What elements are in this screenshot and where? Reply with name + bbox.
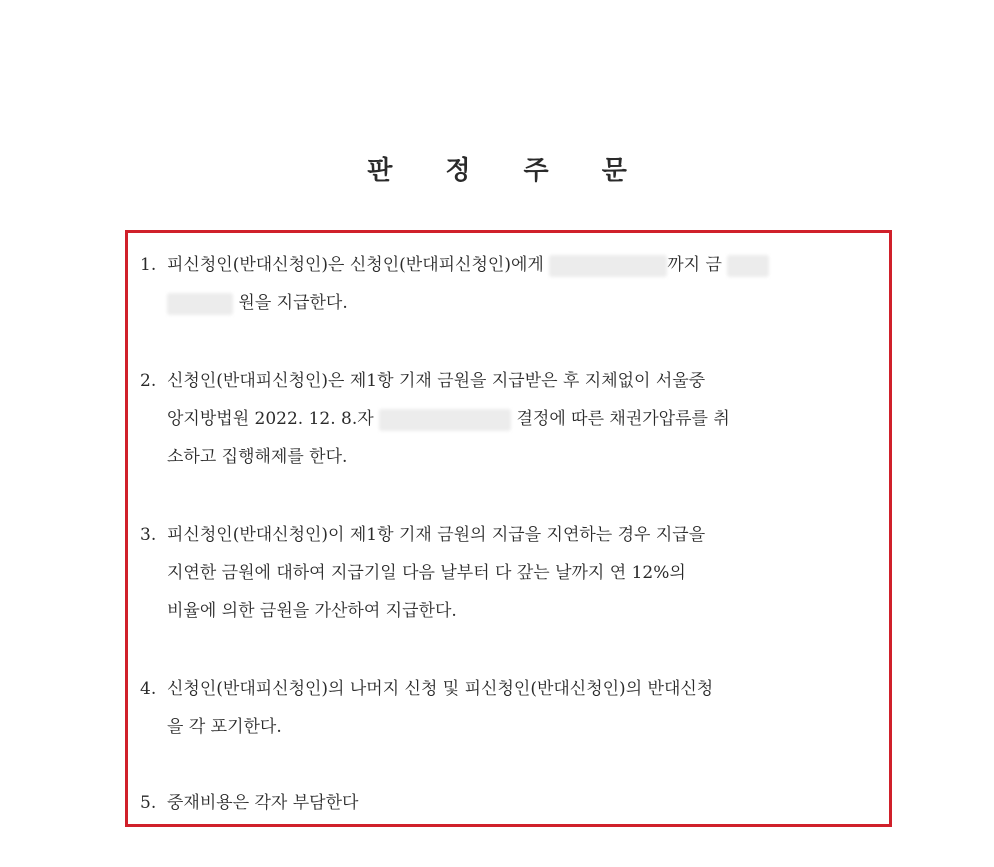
order-item-line xyxy=(140,284,870,322)
item-text: 신청인(반대피신청인)은 제1항 기재 금원을 지급받은 후 지체없이 서울중 xyxy=(167,371,706,391)
redacted-block xyxy=(167,293,233,315)
order-item-3 xyxy=(140,516,870,630)
redacted-block xyxy=(549,255,667,277)
item-text: 피신청인(반대신청인)은 신청인(반대피신청인)에게 xyxy=(167,255,544,275)
item-text: 지연한 금원에 대하여 지급기일 다음 날부터 다 갚는 날까지 연 12%의 xyxy=(167,563,686,583)
order-item-line xyxy=(140,438,870,476)
item-text: 까지 금 xyxy=(667,255,722,275)
order-item-2 xyxy=(140,362,870,476)
item-text: 소하고 집행해제를 한다. xyxy=(167,447,348,467)
item-text: 을 각 포기한다. xyxy=(167,717,282,737)
item-number: 1. xyxy=(140,255,157,275)
item-number: 4. xyxy=(140,679,157,699)
item-number: 2. xyxy=(140,371,157,391)
order-item-line xyxy=(140,784,870,822)
order-item-line xyxy=(140,670,870,708)
order-item-line xyxy=(140,400,870,438)
order-item-line xyxy=(140,592,870,630)
item-text: 피신청인(반대신청인)이 제1항 기재 금원의 지급을 지연하는 경우 지급을 xyxy=(167,525,706,545)
order-item-5 xyxy=(140,784,870,822)
item-text: 앙지방법원 2022. 12. 8.자 xyxy=(167,409,374,429)
order-item-line xyxy=(140,246,870,284)
document-title: 판 정 주 문 xyxy=(367,156,649,186)
item-text: 비율에 의한 금원을 가산하여 지급한다. xyxy=(167,601,457,621)
redacted-block xyxy=(727,255,769,277)
item-text: 신청인(반대피신청인)의 나머지 신청 및 피신청인(반대신청인)의 반대신청 xyxy=(167,679,714,699)
order-item-line xyxy=(140,362,870,400)
order-item-4 xyxy=(140,670,870,746)
item-number: 5. xyxy=(140,793,157,813)
redacted-block xyxy=(379,409,511,431)
order-item-1 xyxy=(140,246,870,322)
order-item-line xyxy=(140,554,870,592)
order-item-line xyxy=(140,516,870,554)
order-item-line xyxy=(140,708,870,746)
item-text: 원을 지급한다. xyxy=(238,293,348,313)
item-text: 중재비용은 각자 부담한다 xyxy=(167,793,359,813)
item-text: 결정에 따른 채권가압류를 취 xyxy=(516,409,730,429)
item-number: 3. xyxy=(140,525,157,545)
